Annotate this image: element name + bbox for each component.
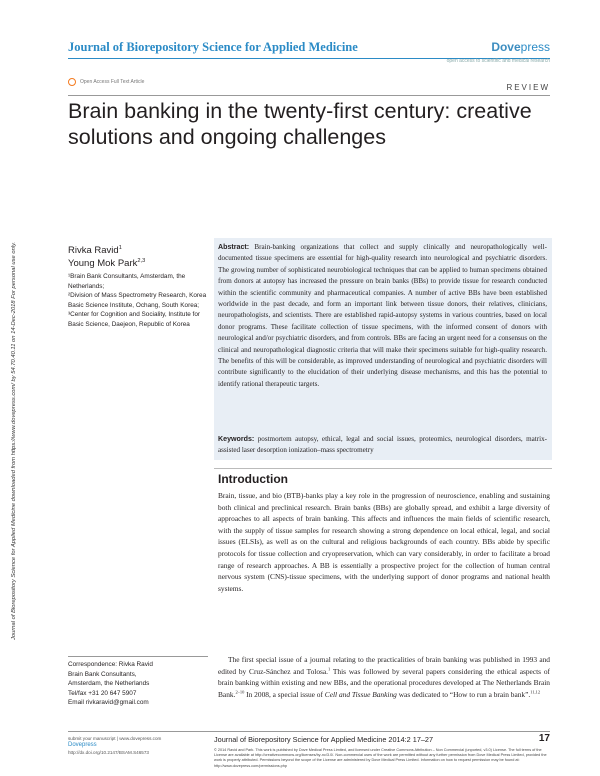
license-text: © 2014 Ravid and Park. This work is published by Dove Medical Press Limited, and licensed under Creative Commons Attribution – Non Commercial (unported, v3.0) License. The full terms of the License are available at http://creativecommons.org/licenses/by-nc/3.0/. Non-commercial uses of the work are permitted without any further permission from Dove Medical Press Limited, provided the work is properly attributed. Permissions beyond the scope of the License are administered by Dove Medical Press Limited. Information on how to request permission may be found at: http://www.dovepress.com/permissions.php bbox=[214, 748, 547, 768]
footer-links bbox=[68, 735, 208, 756]
download-side-note-text: Journal of Biorepository Science for Applied Medicine downloaded from https://www.dovepress.com/ by 54.70.40.11 on 14-Dec-2018 For personal use only. bbox=[11, 241, 17, 640]
correspondence-rule bbox=[68, 656, 208, 657]
author-2: Young Mok Park$^{2,3}$ bbox=[68, 257, 146, 269]
publisher-logo[interactable] bbox=[491, 40, 550, 54]
title-rule bbox=[68, 95, 550, 96]
abstract-label: Abstract: bbox=[218, 243, 250, 251]
affiliations bbox=[68, 272, 208, 329]
download-side-note bbox=[10, 120, 48, 640]
open-access-label: Open Access Full Text Article bbox=[80, 79, 145, 85]
footer-dovepress: Dovepress bbox=[68, 742, 97, 748]
intro-paragraph-1: Brain, tissue, and bio (BTB)-banks play a key role in the progression of neuroscience, enabling and sustaining both clinical and preclinical research. Brain banks (BBs) are globally spread, and exhibit a large diversity of approaches to all aspects of brain banking. This affects and influences the main fields of scientific research, with the supply of tissue samples for research showing a strong dependence on local ethical, legal, and social issues (ELSIs), as well as on the cultural and religious backgrounds of each country. BBs abide by specific protocols for tissue collection and cryopreservation, which can vary considerably, in order to facilitate a broad range of research approaches. A BB is essentially a prospective project for the collection of human central nervous system (CNS)-tissue specimens, with the underlying support of donor programs and national health systems. bbox=[218, 491, 550, 593]
article-type: REVIEW bbox=[506, 83, 550, 92]
footer-journal: Journal of Biorepository Science for Applied Medicine 2014:2 17–27 bbox=[214, 735, 434, 744]
correspondence-email[interactable]: Email rivkaravid@gmail.com bbox=[68, 699, 149, 707]
correspondence: Correspondence: Rivka Ravid Brain Bank Consultants, Amsterdam, the Netherlands Tel/fax +31 20 647 5907 Email rivkaravid@gmail.com bbox=[68, 660, 208, 708]
keywords-label: Keywords: bbox=[218, 435, 255, 443]
open-access-badge bbox=[68, 78, 144, 86]
footer-rule bbox=[68, 731, 550, 732]
intro-rule bbox=[214, 468, 552, 469]
article-title: Brain banking in the twenty-first century: creative solutions and ongoing challenges bbox=[68, 99, 532, 149]
section-heading-introduction: Introduction bbox=[218, 472, 288, 486]
affiliation-1: ¹Brain Bank Consultants, Amsterdam, the Netherlands; bbox=[68, 273, 186, 290]
page-number: 17 bbox=[538, 733, 550, 744]
intro-paragraph-2: The first special issue of a journal relating to the practicalities of brain banking was published in 1993 and edited by Cruz-Sánchez and Tolosa.$^1$ This was followed by several papers considering the ethical aspects of brain banking within existing and new BBs, and the operational procedures developed at The Netherlands Brain Bank.$^{2-10}$ In 2008, a special issue of Cell and Tissue Banking was dedicated to “How to run a brain bank”.$^{11,12}$ bbox=[218, 655, 550, 699]
abstract-text: Brain-banking organizations that collect and supply clinically and neuropathologically well-documented tissue specimens are essential for high-quality research into neurological and psychiatric disorders. The growing number of sophisticated neurobiological techniques that can be applied to human specimens obtained from donors at autopsy has increased the pressure on brain banks (BBs) to provide tissue for research conducted within the scientific community and pharmaceutical companies. A number of active BBs have been established worldwide in the past decade, and form an important link between tissue donors, their relatives, clinicians, neuropathologists, and scientists. There are established rapid-autopsy systems in various countries, based on local donor programs. These facilitate collection of tissue specimens, with the informed consent of donors with neurological and/or psychiatric disorders, and from controls. BBs are facing an urgent need for a consensus on the clinical and neuropathological diagnostic criteria that will make their specimens suitable for high-quality research. The benefits of this will be considerable, as improved understanding of neurological and psychiatric disorders will contribute significantly to the elucidation of their underlying disease mechanisms, and this has the potential to identify rational therapeutic targets. bbox=[218, 243, 547, 388]
keywords-text: postmortem autopsy, ethical, legal and social issues, proteomics, neurological disorders, matrix-assisted laser desorption ionization–mass spectrometry bbox=[218, 435, 547, 455]
correspondence-label: Correspondence: Rivka Ravid bbox=[68, 661, 153, 668]
publisher-logo-dove: Dove bbox=[491, 40, 521, 54]
affiliation-2: ²Division of Mass Spectrometry Research, Korea Basic Science Institute, Ochang, South Korea; bbox=[68, 292, 207, 309]
publisher-tagline: open access to scientific and medical research bbox=[446, 58, 550, 64]
doi-link[interactable]: http://dx.doi.org/10.2147/BSAM.S46573 bbox=[68, 750, 149, 755]
keywords bbox=[218, 434, 547, 457]
author-1: Rivka Ravid$^1$ bbox=[68, 244, 122, 256]
authors bbox=[68, 244, 145, 270]
abstract bbox=[218, 242, 547, 390]
affiliation-3: ³Center for Cognition and Sociality, Institute for Basic Science, Daejeon, Republic of Korea bbox=[68, 311, 201, 328]
open-access-icon bbox=[68, 78, 76, 86]
publisher-logo-press: press bbox=[520, 40, 550, 54]
journal-title: Journal of Biorepository Science for Applied Medicine bbox=[68, 40, 358, 54]
submit-manuscript-link[interactable]: submit your manuscript | www.dovepress.com bbox=[68, 736, 162, 741]
